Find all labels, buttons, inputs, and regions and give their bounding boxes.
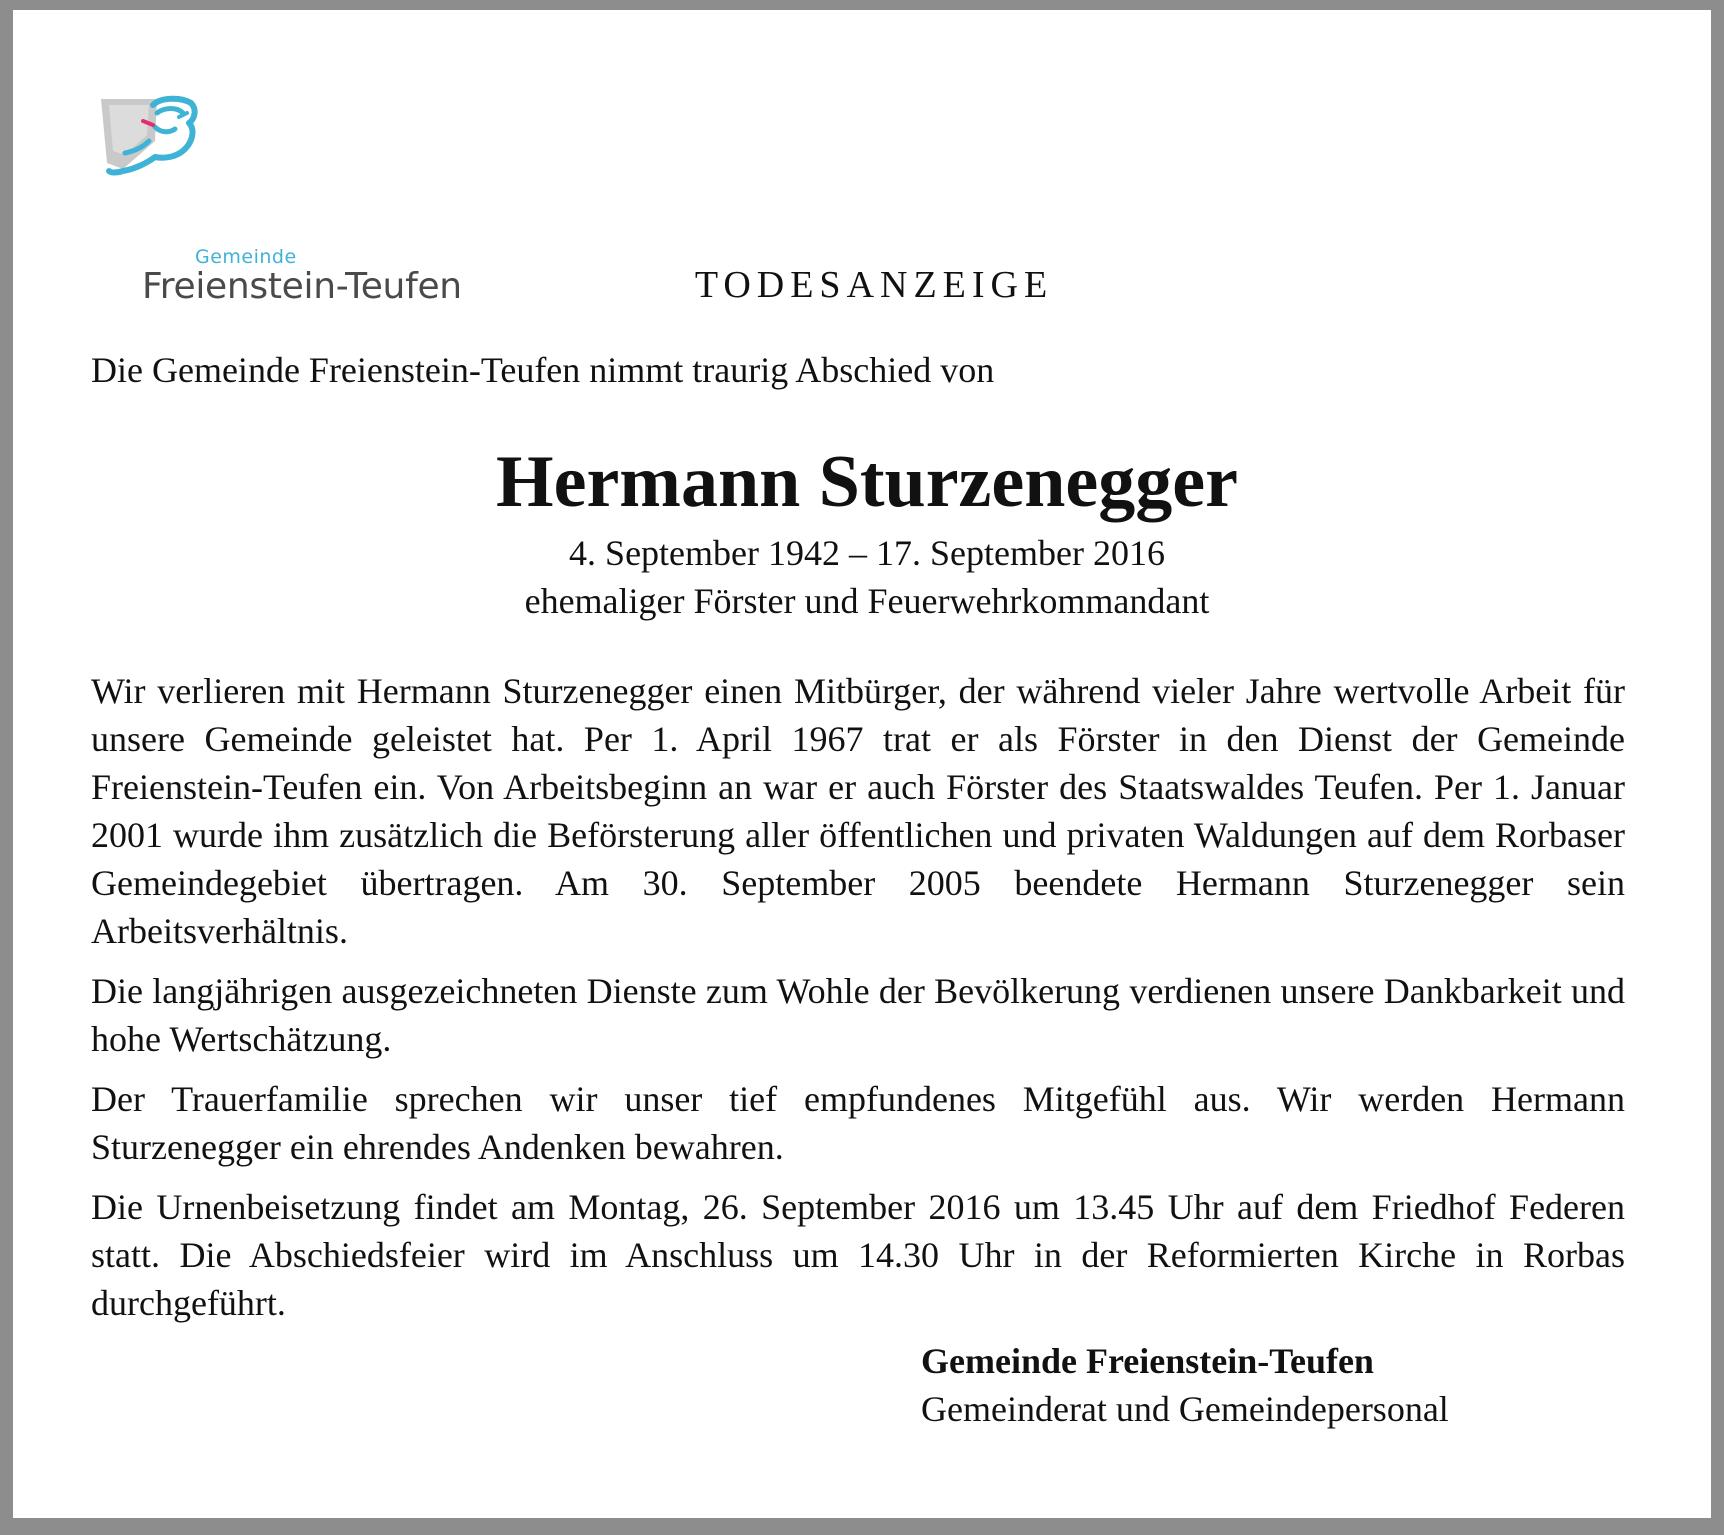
notice-heading: TODESANZEIGE [694, 264, 1054, 306]
lion-crest-icon [95, 93, 215, 183]
obituary-page [13, 10, 1711, 1518]
notice-intro: Die Gemeinde Freienstein-Teufen nimmt traurig Abschied von [91, 350, 995, 390]
logo-gemeinde-text: Gemeinde [195, 246, 297, 268]
obituary-body [91, 667, 1625, 1339]
body-paragraph: Die Urnenbeisetzung findet am Montag, 26. September 2016 um 13.45 Uhr auf dem Friedhof Federen statt. Die Abschiedsfeier wird im Anschluss um 14.30 Uhr in der Reformierten Kirche in Rorbas durchgeführt. [91, 1187, 1625, 1323]
signature-block [921, 1337, 1449, 1433]
body-paragraph: Der Trauerfamilie sprechen wir unser tief empfundenes Mitgefühl aus. Wir werden Hermann Sturzenegger ein ehrendes Andenken bewahren. [91, 1079, 1625, 1167]
body-paragraph: Die langjährigen ausgezeichneten Dienste zum Wohle der Bevölkerung verdienen unsere Dankbarkeit und hohe Wertschätzung. [91, 971, 1625, 1059]
deceased-role: ehemaliger Förster und Feuerwehrkommandant [524, 581, 1210, 621]
logo-municipality-name: Freienstein-Teufen [142, 266, 462, 307]
municipality-logo [95, 93, 495, 307]
signature-organization: Gemeinde Freienstein-Teufen [921, 1341, 1374, 1381]
body-paragraph: Wir verlieren mit Hermann Sturzenegger einen Mitbürger, der während vieler Jahre wertvolle Arbeit für unsere Gemeinde geleistet hat. Per 1. April 1967 trat er als Förster in den Dienst der Gemeinde Freienstein-Teufen ein. Von Arbeitsbeginn an war er auch Förster des Staatswaldes Teufen. Per 1. Januar 2001 wurde ihm zusätzlich die Beförsterung aller öffentlichen und privaten Waldungen auf dem Rorbaser Gemeindegebiet übertragen. Am 30. September 2005 beendete Hermann Sturzenegger sein Arbeitsverhältnis. [91, 671, 1625, 951]
life-dates: 4. September 1942 – 17. September 2016 [569, 533, 1165, 573]
deceased-name: Hermann Sturzenegger [496, 441, 1238, 523]
signature-subtitle: Gemeinderat und Gemeindepersonal [921, 1389, 1449, 1429]
